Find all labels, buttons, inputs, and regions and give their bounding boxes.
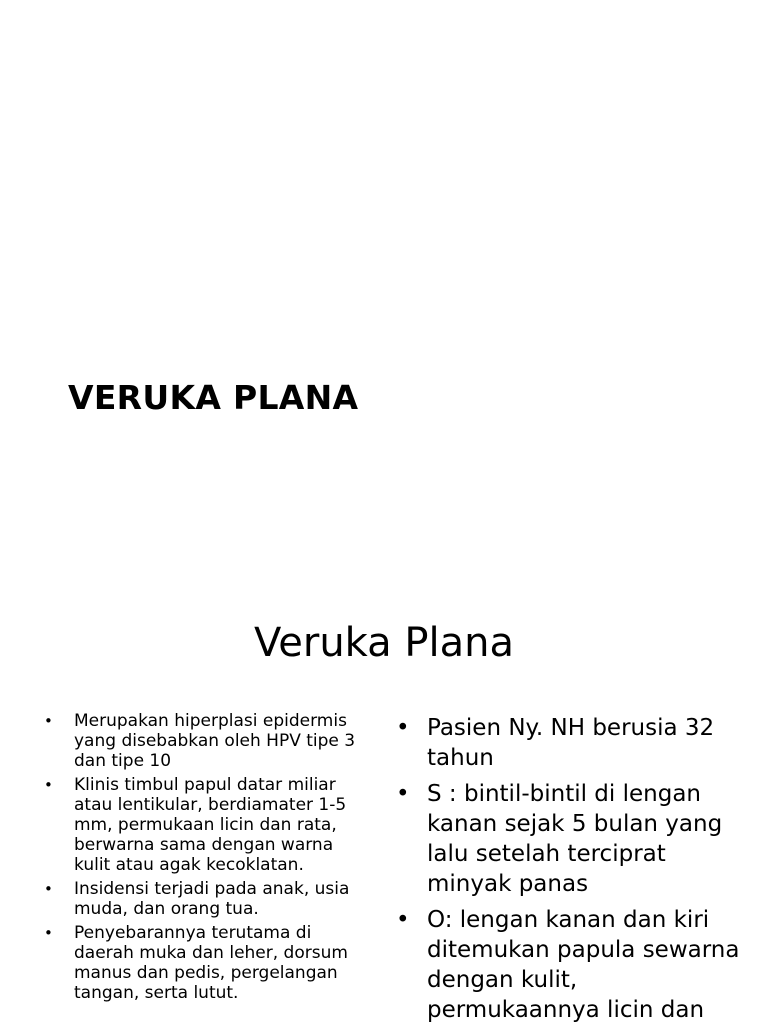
list-item-text: Penyebarannya terutama di daerah muka dan leher, dorsum manus dan pedis, pergelangan tangan, serta lutut. (74, 923, 348, 1003)
list-item (40, 711, 370, 771)
list-item-text: O: lengan kanan dan kiri ditemukan papula sewarna dengan kulit, permukaannya licin dan (427, 907, 740, 1023)
list-item-text: Klinis timbul papul datar miliar atau lentikular, berdiamater 1-5 mm, permukaan licin dan rata, berwarna sama dengan warna kulit atau agak kecoklatan. (74, 775, 347, 875)
list-item (392, 713, 752, 773)
slide-2 (0, 576, 768, 1024)
bullet-icon: • (44, 712, 53, 730)
list-item (40, 879, 370, 919)
right-bullet-list (392, 713, 752, 1024)
list-item-text: Pasien Ny. NH berusia 32 tahun (427, 715, 715, 771)
list-item-text: S : bintil-bintil di lengan kanan sejak 5 bulan yang lalu setelah terciprat minyak panas (427, 781, 723, 897)
bullet-icon: • (44, 880, 53, 898)
bullet-icon: • (396, 715, 410, 741)
bullet-icon: • (396, 907, 410, 933)
slide-1-title: VERUKA PLANA (68, 378, 359, 417)
list-item (392, 905, 752, 1024)
list-item-text: Merupakan hiperplasi epidermis yang disebabkan oleh HPV tipe 3 dan tipe 10 (74, 711, 356, 771)
list-item (40, 775, 370, 875)
bullet-icon: • (44, 776, 53, 794)
slide-2-title: Veruka Plana (254, 620, 514, 666)
bullet-icon: • (396, 781, 410, 807)
list-item (392, 779, 752, 899)
left-bullet-list (40, 711, 370, 1007)
list-item-text: Insidensi terjadi pada anak, usia muda, dan orang tua. (74, 879, 350, 919)
bullet-icon: • (44, 924, 53, 942)
list-item (40, 923, 370, 1003)
